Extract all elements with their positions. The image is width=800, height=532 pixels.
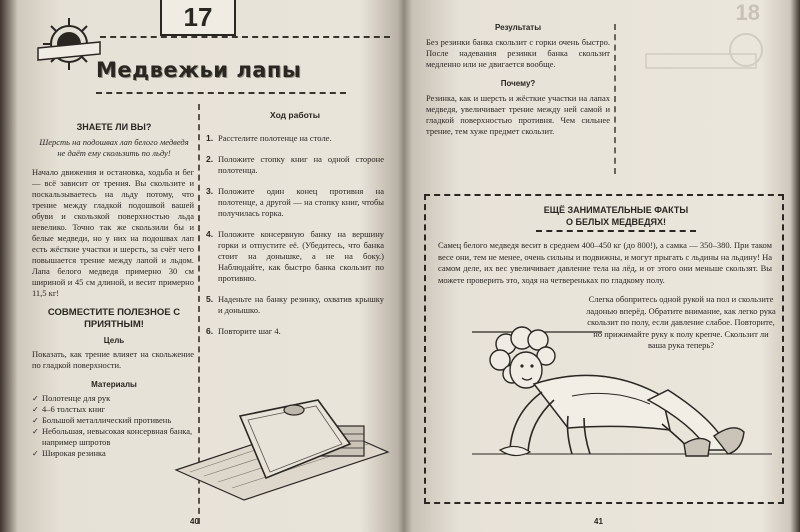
step-item	[206, 154, 384, 176]
step-item	[206, 326, 384, 337]
list-item: ✓ Полотенце для рук	[32, 393, 198, 404]
goal-text: Показать, как трение влияет на скольжение по гладкой поверхности.	[32, 349, 194, 370]
know-italic: Шерсть на подошвах лап белого медведя не даёт ему скользить по льду!	[39, 137, 189, 158]
step-item	[206, 229, 384, 284]
list-item: ✓ Небольшая, невысокая консервная банка, например шпротов	[32, 426, 198, 448]
column-divider	[614, 24, 618, 174]
facts-text-2: Слегка обопритесь одной рукой на пол и скользите ладонью вперёд. Обратите внимание, как легко рука скользит по полу, если давление слабое. Повторите, но прижимайте руку к полу крепче. Скользит ли ваша рука теперь?	[586, 294, 776, 350]
work-heading: Ход работы	[270, 110, 320, 120]
ramp-illustration	[170, 382, 392, 502]
step-text: Положите консервную банку на вершину горки и отпустите её. (Убедитесь, что банка стоит на донышке, а не на боку.) Наблюдайте, как быстро банка скользит по противню.	[218, 229, 384, 283]
results-text: Без резинки банка скользит с горки очень быстро. После надевания резинки банка скользит медленно или не двигается вообще.	[426, 37, 610, 69]
why-heading: Почему?	[500, 79, 536, 88]
step-number: 5.	[206, 294, 214, 304]
facts-title-line-1: ЕЩЁ ЗАНИМАТЕЛЬНЫЕ ФАКТЫ	[543, 205, 689, 215]
results-heading: Результаты	[494, 23, 542, 32]
experiment-number: 17	[160, 0, 236, 36]
step-text: Наденьте на банку резинку, охватив крышку и донышко.	[218, 294, 384, 315]
right-page	[404, 0, 800, 532]
results-column	[426, 22, 610, 145]
facts-title-line-2: О БЕЛЫХ МЕДВЕДЯХ!	[566, 217, 666, 227]
list-item: ✓ Широкая резинка	[32, 448, 198, 459]
step-text: Положите стопку книг на одной стороне полотенца.	[218, 154, 384, 175]
facts-text: Самец белого медведя весит в среднем 400–450 кг (до 800!), а самка — 350–380. При таком весе они, тем не менее, очень сильны и подвижны, и могут прыгать с льдины на льдину! На самом деле, их вес увеличивает давление тела на лёд, и от этого они меньше скользят. Вы можете проверить это, ходя на четвереньках по гладкому полу.	[438, 240, 772, 285]
step-text: Расстелите полотенце на столе.	[218, 133, 332, 143]
why-text: Резинка, как и шерсть и жёсткие участки на лапах медведя, увеличивает трение между ней самой и гладкой поверхностью противня. Чем сильнее трение, тем хуже предмет скользит.	[426, 93, 610, 136]
step-number: 4.	[206, 229, 214, 239]
compass-emblem-icon	[34, 14, 104, 78]
facts-title	[536, 204, 696, 232]
crawling-child-illustration	[472, 304, 772, 494]
page-number: 41	[594, 517, 603, 526]
step-item	[206, 294, 384, 316]
facts-box	[424, 194, 784, 504]
page-title: Медвежьи лапы	[96, 58, 302, 82]
know-text: Начало движения и остановка, ходьба и бег — всё зависит от трения. Вы скользите и поскальзываетесь на льду потому, что трение между гладкой подошвой вашей обуви и скользкой поверхностью льда невелико. Точно так же скользили бы и белые медведи, но у них на подошвах лап есть жёсткие участки и шерсть, за счёт чего повышается трение между лапой и льдом. Лапа белого медведя примерно 30 см шириной и 45 см длиной, и весит примерно 11,5 кг!	[32, 167, 194, 298]
step-number: 6.	[206, 326, 214, 336]
list-item: ✓ Большой металлический противень	[32, 415, 198, 426]
work-column	[206, 104, 384, 347]
title-underline	[96, 92, 346, 94]
materials-label: Материалы	[91, 380, 137, 389]
step-text: Повторите шаг 4.	[218, 326, 281, 336]
step-number: 2.	[206, 154, 214, 164]
goal-label: Цель	[103, 336, 125, 345]
step-text: Положите один конец противня на полотенце, а другой — на стопку книг, чтобы получилась горка.	[218, 186, 384, 218]
step-number: 1.	[206, 133, 214, 143]
show-through-emblem-icon	[642, 20, 772, 90]
step-item	[206, 133, 384, 144]
show-through-number: 18	[735, 0, 760, 25]
header-dashed-line	[100, 36, 390, 38]
step-item	[206, 186, 384, 219]
know-heading: ЗНАЕТЕ ЛИ ВЫ?	[76, 122, 152, 132]
step-number: 3.	[206, 186, 214, 196]
list-item: ✓ 4–6 толстых книг	[32, 404, 198, 415]
combine-heading: СОВМЕСТИТЕ ПОЛЕЗНОЕ С ПРИЯТНЫМ!	[47, 307, 181, 330]
page-number: 40	[190, 517, 199, 526]
